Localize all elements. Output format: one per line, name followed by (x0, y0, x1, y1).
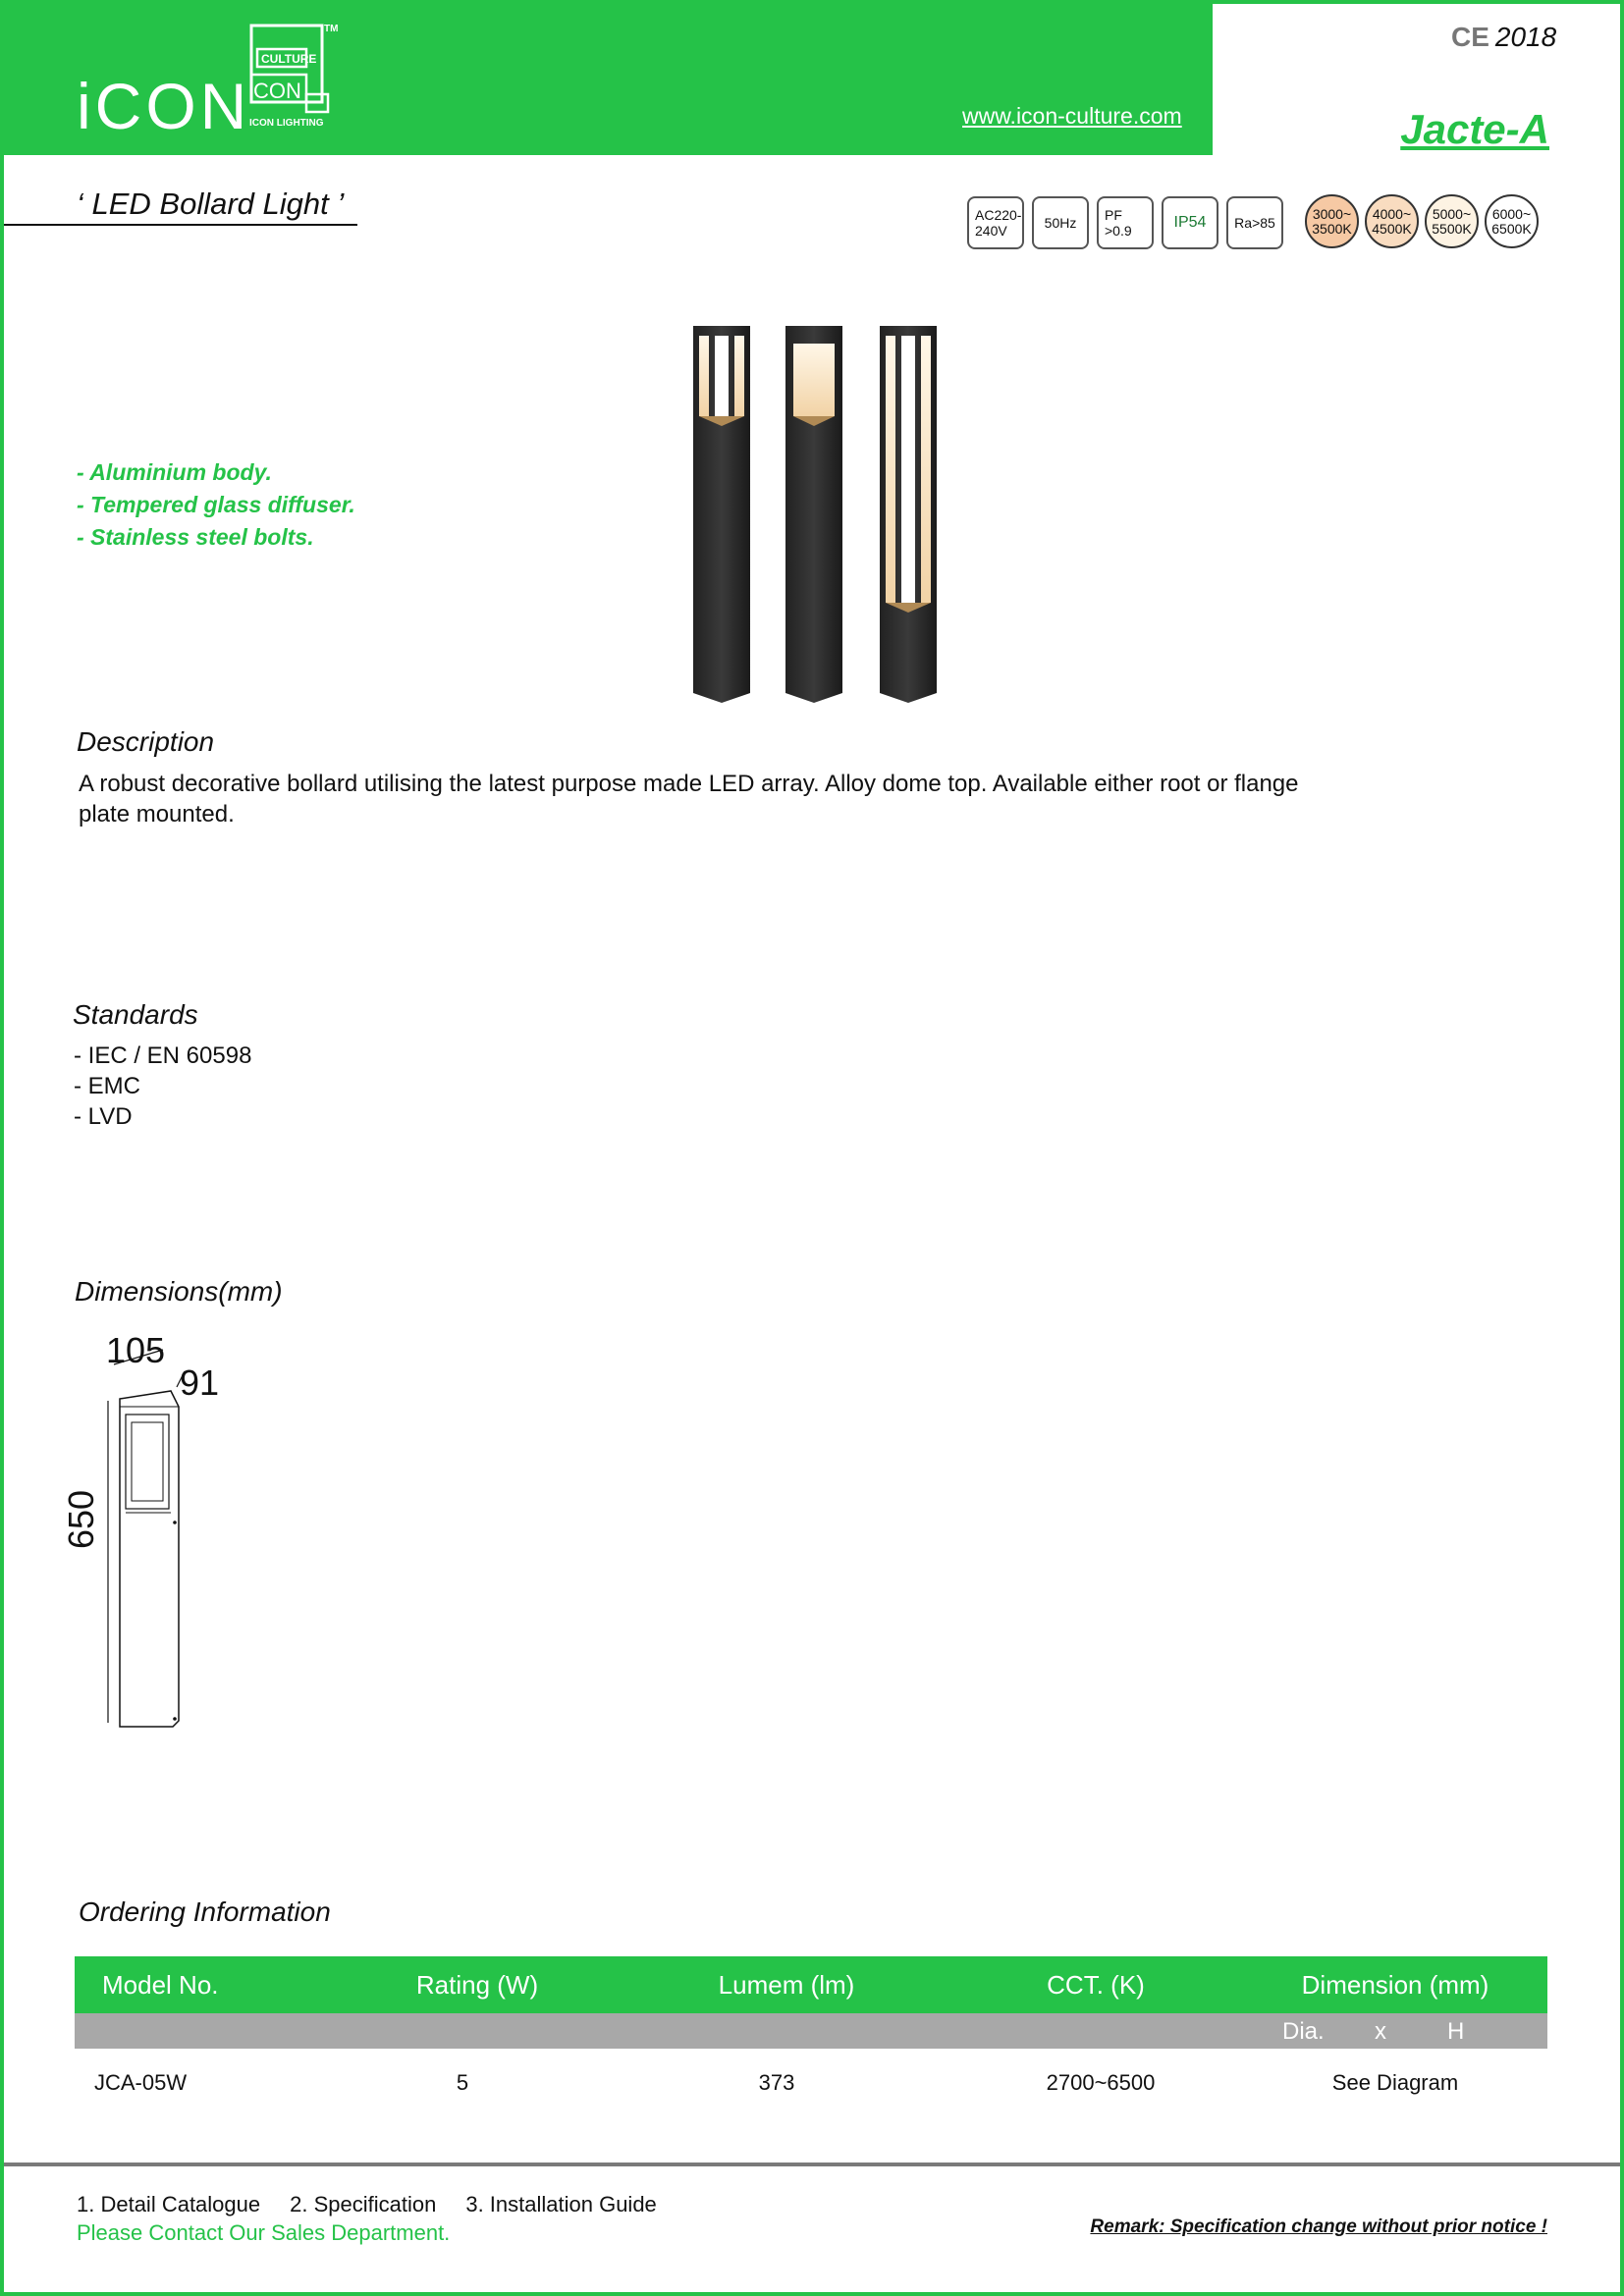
header-rating: Rating (W) (415, 1969, 539, 2000)
header-cct: CCT. (K) (1047, 1969, 1145, 2000)
table-header (75, 1956, 1547, 2013)
spec-badges (967, 196, 1283, 249)
logo-word-top: CULTURE (261, 52, 317, 66)
footer-divider (4, 2163, 1620, 2166)
subheader-dia: Dia. (1282, 2018, 1325, 2045)
feature-item: - Tempered glass diffuser. (77, 492, 355, 517)
ordering-title: Ordering Information (79, 1896, 331, 1927)
cct-badge-6000: 6000~ 6500K (1485, 194, 1539, 248)
subheader-h: H (1447, 2018, 1465, 2045)
standard-item: - EMC (74, 1073, 140, 1099)
dimension-depth: 91 (180, 1362, 220, 1403)
bollard-variant-1 (693, 326, 750, 703)
voltage-badge: AC220- 240V (967, 196, 1024, 249)
standard-item: - IEC / EN 60598 (74, 1042, 252, 1069)
feature-item: - Stainless steel bolts. (77, 524, 314, 550)
dimensions-title: Dimensions(mm) (75, 1276, 283, 1307)
logo-word-bottom: CON (253, 79, 301, 103)
cct-badges (1305, 194, 1539, 248)
link-installation-guide[interactable]: 3. Installation Guide (465, 2192, 657, 2216)
ip-rating-badge: IP54 (1162, 196, 1218, 249)
description-text: A robust decorative bollard utilising the latest purpose made LED array. Alloy dome top. Available either root or flange plate mounted. (79, 771, 1299, 828)
frequency-badge: 50Hz (1032, 196, 1089, 249)
link-detail-catalogue[interactable]: 1. Detail Catalogue (77, 2192, 261, 2216)
header-lumen: Lumem (lm) (718, 1969, 855, 2000)
header-dimension: Dimension (mm) (1301, 1969, 1489, 2000)
footer-links (77, 2192, 657, 2217)
header-model: Model No. (102, 1969, 219, 2000)
table-subheader (75, 2013, 1547, 2049)
feature-item: - Aluminium body. (77, 459, 272, 485)
cell-rating: 5 (456, 2070, 469, 2095)
cell-model: JCA-05W (94, 2070, 188, 2095)
ordering-table (75, 1956, 1547, 2117)
bollard-variant-3 (880, 326, 937, 703)
cell-dimension: See Diagram (1331, 2070, 1459, 2095)
feature-list (77, 456, 355, 554)
cct-badge-5000: 5000~ 5500K (1425, 194, 1479, 248)
header-band (0, 0, 1213, 155)
cell-lumen: 373 (758, 2070, 795, 2095)
model-title: Jacte-A (1400, 106, 1549, 152)
brand-wordmark: iCON (77, 70, 251, 142)
dimension-height: 650 (61, 1489, 101, 1549)
ce-mark-icon: CE (1451, 22, 1489, 52)
remark-note: Remark: Specification change without prior notice ! (1090, 2216, 1547, 2237)
link-specification[interactable]: 2. Specification (290, 2192, 437, 2216)
contact-note: Please Contact Our Sales Department. (77, 2220, 451, 2245)
standards-list (74, 1041, 251, 1132)
trademark-symbol: TM (324, 24, 339, 34)
cell-cct: 2700~6500 (1046, 2070, 1156, 2095)
description-title: Description (77, 726, 215, 757)
cct-badge-3000: 3000~ 3500K (1305, 194, 1359, 248)
ce-year (1451, 22, 1556, 53)
product-type-title: ‘ LED Bollard Light ’ (4, 187, 357, 226)
dimension-width: 105 (106, 1330, 166, 1370)
cct-badge-4000: 4000~ 4500K (1365, 194, 1419, 248)
subheader-x: x (1375, 2018, 1386, 2045)
standards-title: Standards (73, 999, 198, 1030)
cri-badge: Ra>85 (1226, 196, 1283, 249)
bollard-variant-2 (785, 326, 842, 703)
power-factor-badge: PF >0.9 (1097, 196, 1154, 249)
table-row (75, 2049, 1547, 2117)
website-link[interactable]: www.icon-culture.com (962, 103, 1182, 129)
year-label: 2018 (1494, 22, 1557, 52)
standard-item: - LVD (74, 1103, 133, 1130)
product-photo (687, 322, 943, 705)
logo-caption: ICON LIGHTING (249, 118, 324, 129)
